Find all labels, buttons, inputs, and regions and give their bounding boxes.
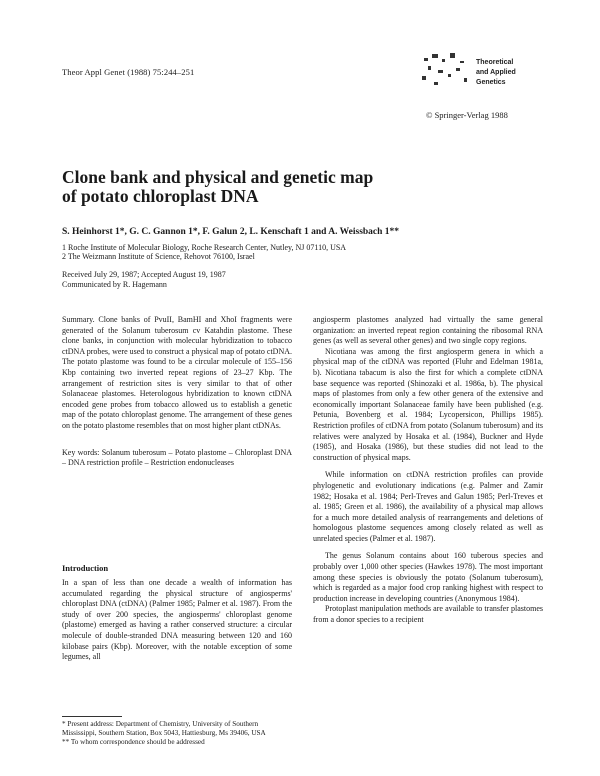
footnote-1: * Present address: Department of Chemistry, University of Southern Mississippi, Southern Station, Box 5043, Hattiesburg, Ms 39406, USA [62, 720, 266, 737]
affiliation-2: 2 The Weizmann Institute of Science, Rehovot 76100, Israel [62, 252, 255, 261]
copyright-notice: © Springer-Verlag 1988 [426, 110, 508, 120]
affiliation-1: 1 Roche Institute of Molecular Biology, Roche Research Center, Nutley, NJ 07110, USA [62, 243, 347, 252]
keywords-label: Key words: [62, 447, 100, 457]
logo-text-1: Theoretical [476, 59, 514, 66]
communicated-by: Communicated by R. Hagemann [62, 279, 167, 289]
introduction-text: In a span of less than one decade a wealth of information has accumulated regarding the physical structure of angiosperms' chloroplast DNA (ctDNA) (Palmer 1985; Palmer et al. 1987). From the study of over 200 species, the angiosperms' chloroplast genome (plastome) emerged as having a rather conserved structure: a circular molecule of double-stranded DNA measuring between 120 and 160 kilobase pairs (Kbp). Moreover, with the notable exception of some legumes, all [62, 578, 292, 662]
logo-text-3: Genetics [476, 79, 506, 86]
summary-paragraph [62, 315, 292, 432]
summary-text: Clone banks of PvuII, BamHI and XhoI fragments were generated of the Solanum tuberosum cv Katahdin plastome. These clone banks, in conjunction with molecular hybridization to tobacco ctDNA probes, were used to construct a physical map of potato ctDNA. The potato plastome was found to be a circular molecule of 155–156 Kbp containing two inverted repeat regions of 23–27 Kbp. The arrangement of restriction sites is very similar to that of other Solanaceae plastomes. Heterologous hybridization to known ctDNA encoded gene probes from tobacco allowed us to establish a genetic map of the potato chloroplast genome. The arrangement of these genes on the potato plastome resembles that on most higher plant ctDNAs. [62, 315, 292, 430]
journal-reference: Theor Appl Genet (1988) 75:244–251 [62, 67, 195, 77]
left-column [62, 315, 292, 469]
paper-title [62, 168, 482, 206]
keywords-paragraph [62, 448, 292, 469]
summary-label: Summary. [62, 315, 95, 324]
journal-logo [420, 52, 542, 102]
introduction-heading: Introduction [62, 563, 109, 573]
logo-text-2: and Applied [476, 69, 516, 76]
footnote-rule [62, 716, 122, 717]
keywords-text: Solanum tuberosum – Potato plastome – Chloroplast DNA – DNA restriction profile – Restriction endonucleases [62, 447, 292, 468]
right-column [313, 315, 543, 626]
body-paragraph-3: While information on ctDNA restriction profiles can provide phylogenetic and evolutionary indications (e.g. Palmer and Zamir 1982; Hosaka et al. 1984; Perl-Treves and Galun 1985; Perl-Treves et al. 1985; Green et al. 1986), the availability of a physical map allows for a much more detailed analysis of rearrangements and deletions of homologous plastome sequences among closely related as well as unrelated species (Palmer et al. 1987). [313, 470, 543, 543]
title-line-1: Clone bank and physical and genetic map [62, 167, 374, 187]
title-line-2: of potato chloroplast DNA [62, 186, 259, 206]
logo-speckle [422, 53, 467, 85]
body-paragraph-2: Nicotiana was among the first angiosperm genera in which a physical map of the ctDNA was reported (Fluhr and Edelman 1981a, b). Nicotiana tabacum is also the first for which a complete ctDNA base sequence was reported (Shinozaki et al. 1986a, b). The physical maps of plastomes from only a few other genera of the extensive and economically important Solanaceae family have been published (e.g. Petunia, Bovenberg et al. 1984; Lycopersicon, Phillips 1985). Restriction profiles of ctDNA from potato (Solanum tuberosum) and its relatives were analyzed by Hosaka et al. (1984), Buckner and Hyde (1985), and Hosaka (1986), but these studies did not lead to the construction of physical maps. [313, 346, 543, 462]
body-paragraph-1: angiosperm plastomes analyzed had virtually the same general organization: an inverted repeat region containing the ribosomal RNA genes (as well as several other genes) and two single copy regions. [313, 315, 543, 346]
footnotes [62, 720, 292, 747]
author-list: S. Heinhorst 1*, G. C. Gannon 1*, F. Galun 2, L. Kenschaft 1 and A. Weissbach 1** [62, 227, 400, 237]
body-paragraph-5: Protoplast manipulation methods are available to transfer plastomes from a donor species to a recipient [313, 604, 543, 625]
footnote-2: ** To whom correspondence should be addressed [62, 738, 205, 746]
submission-dates [62, 270, 226, 289]
body-paragraph-4: The genus Solanum contains about 160 tuberous species and probably over 1,000 other species (Hawkes 1978). The most important among these species is obviously the potato (Solanum tuberosum), which is regarded as a major food crop ranking highest with respect to production increase in developing countries (Anonymous 1984). [313, 551, 543, 603]
received-date: Received July 29, 1987; Accepted August 19, 1987 [62, 270, 226, 279]
